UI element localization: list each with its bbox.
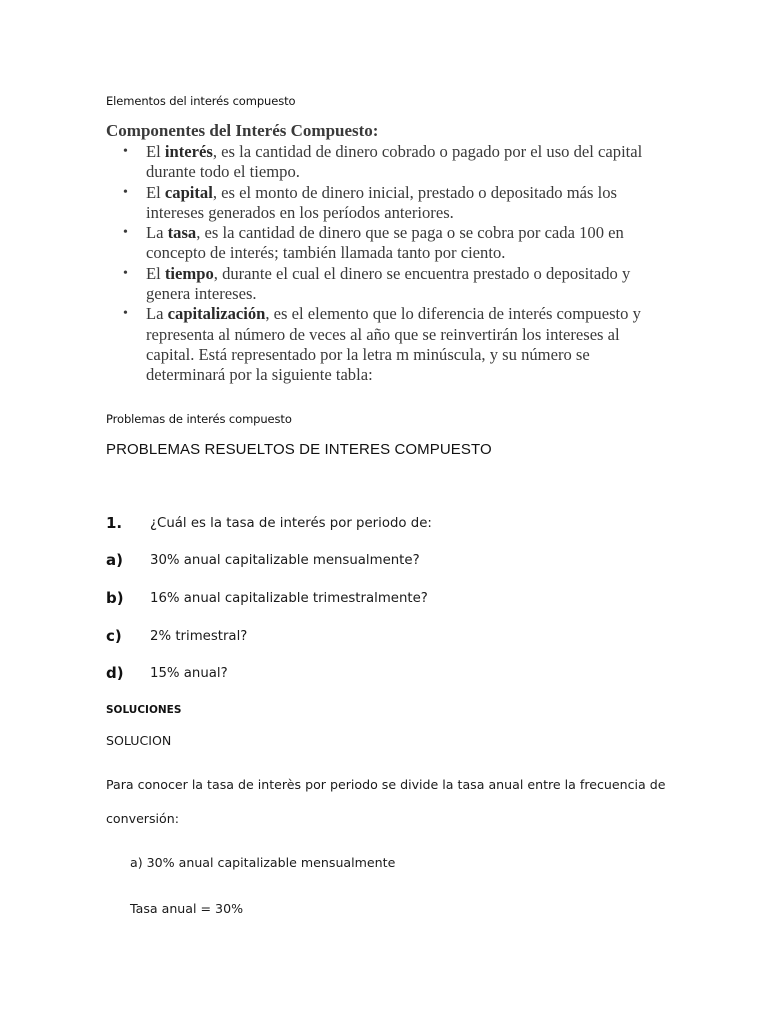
question-letter: c) xyxy=(106,627,122,645)
item-prefix: El xyxy=(146,142,165,161)
question-text: 15% anual? xyxy=(150,666,228,681)
question-letter: a) xyxy=(106,551,123,569)
item-description: , durante el cual el dinero se encuentra prestado o depositado y genera intereses. xyxy=(146,263,631,304)
componentes-title: Componentes del Interés Compuesto: xyxy=(106,121,379,140)
list-item xyxy=(123,304,666,385)
item-description: , es la cantidad de dinero cobrado o pagado por el uso del capital durante todo el tiempo. xyxy=(146,142,643,182)
question-text: 16% anual capitalizable trimestralmente? xyxy=(150,591,428,606)
item-term: interés xyxy=(164,142,213,161)
componentes-list xyxy=(123,142,666,386)
item-prefix: El xyxy=(146,263,165,283)
solution-paragraph-line1: Para conocer la tasa de interès por periodo se divide la tasa anual entre la frecuencia de xyxy=(106,777,666,792)
section-heading-problemas: Problemas de interés compuesto xyxy=(106,412,292,426)
item-description: , es el elemento que lo diferencia de interés compuesto y representa al número de veces al año que se reinvertirán los intereses al capital. Está representado por la letra m minúscula, y su número se determinará por la siguiente tabla: xyxy=(146,304,641,385)
problems-title: PROBLEMAS RESUELTOS DE INTERES COMPUESTO xyxy=(106,441,492,458)
item-term: tasa xyxy=(167,223,197,243)
question-text: 30% anual capitalizable mensualmente? xyxy=(150,553,420,568)
question-text: 2% trimestral? xyxy=(150,629,248,644)
item-description: , es la cantidad de dinero que se paga o se cobra por cada 100 en concepto de interés; también llamada tanto por ciento. xyxy=(146,223,624,263)
list-item xyxy=(123,223,666,264)
question-letter: b) xyxy=(106,589,124,607)
question-text: ¿Cuál es la tasa de interés por periodo de: xyxy=(150,516,432,531)
section-heading-elementos: Elementos del interés compuesto xyxy=(106,94,296,108)
item-term: capital xyxy=(164,182,213,202)
solution-sub-item: a) 30% anual capitalizable mensualmente xyxy=(130,855,396,870)
item-prefix: La xyxy=(146,304,168,324)
item-prefix: La xyxy=(146,223,168,243)
componentes-block xyxy=(106,121,666,386)
question-number: 1. xyxy=(106,514,123,532)
list-item xyxy=(123,183,666,224)
item-description: , es el monto de dinero inicial, prestado o depositado más los intereses generados en los períodos anteriores. xyxy=(146,182,618,222)
list-item xyxy=(123,264,666,305)
rate-line: Tasa anual = 30% xyxy=(130,901,244,916)
solutions-label: SOLUCIONES xyxy=(106,704,182,716)
list-item xyxy=(123,142,666,183)
solution-paragraph-line2: conversión: xyxy=(106,811,179,826)
item-term: capitalización xyxy=(167,304,266,324)
question-letter: d) xyxy=(106,664,124,682)
solution-label: SOLUCION xyxy=(106,733,172,748)
item-prefix: El xyxy=(146,182,165,202)
item-term: tiempo xyxy=(164,263,214,283)
